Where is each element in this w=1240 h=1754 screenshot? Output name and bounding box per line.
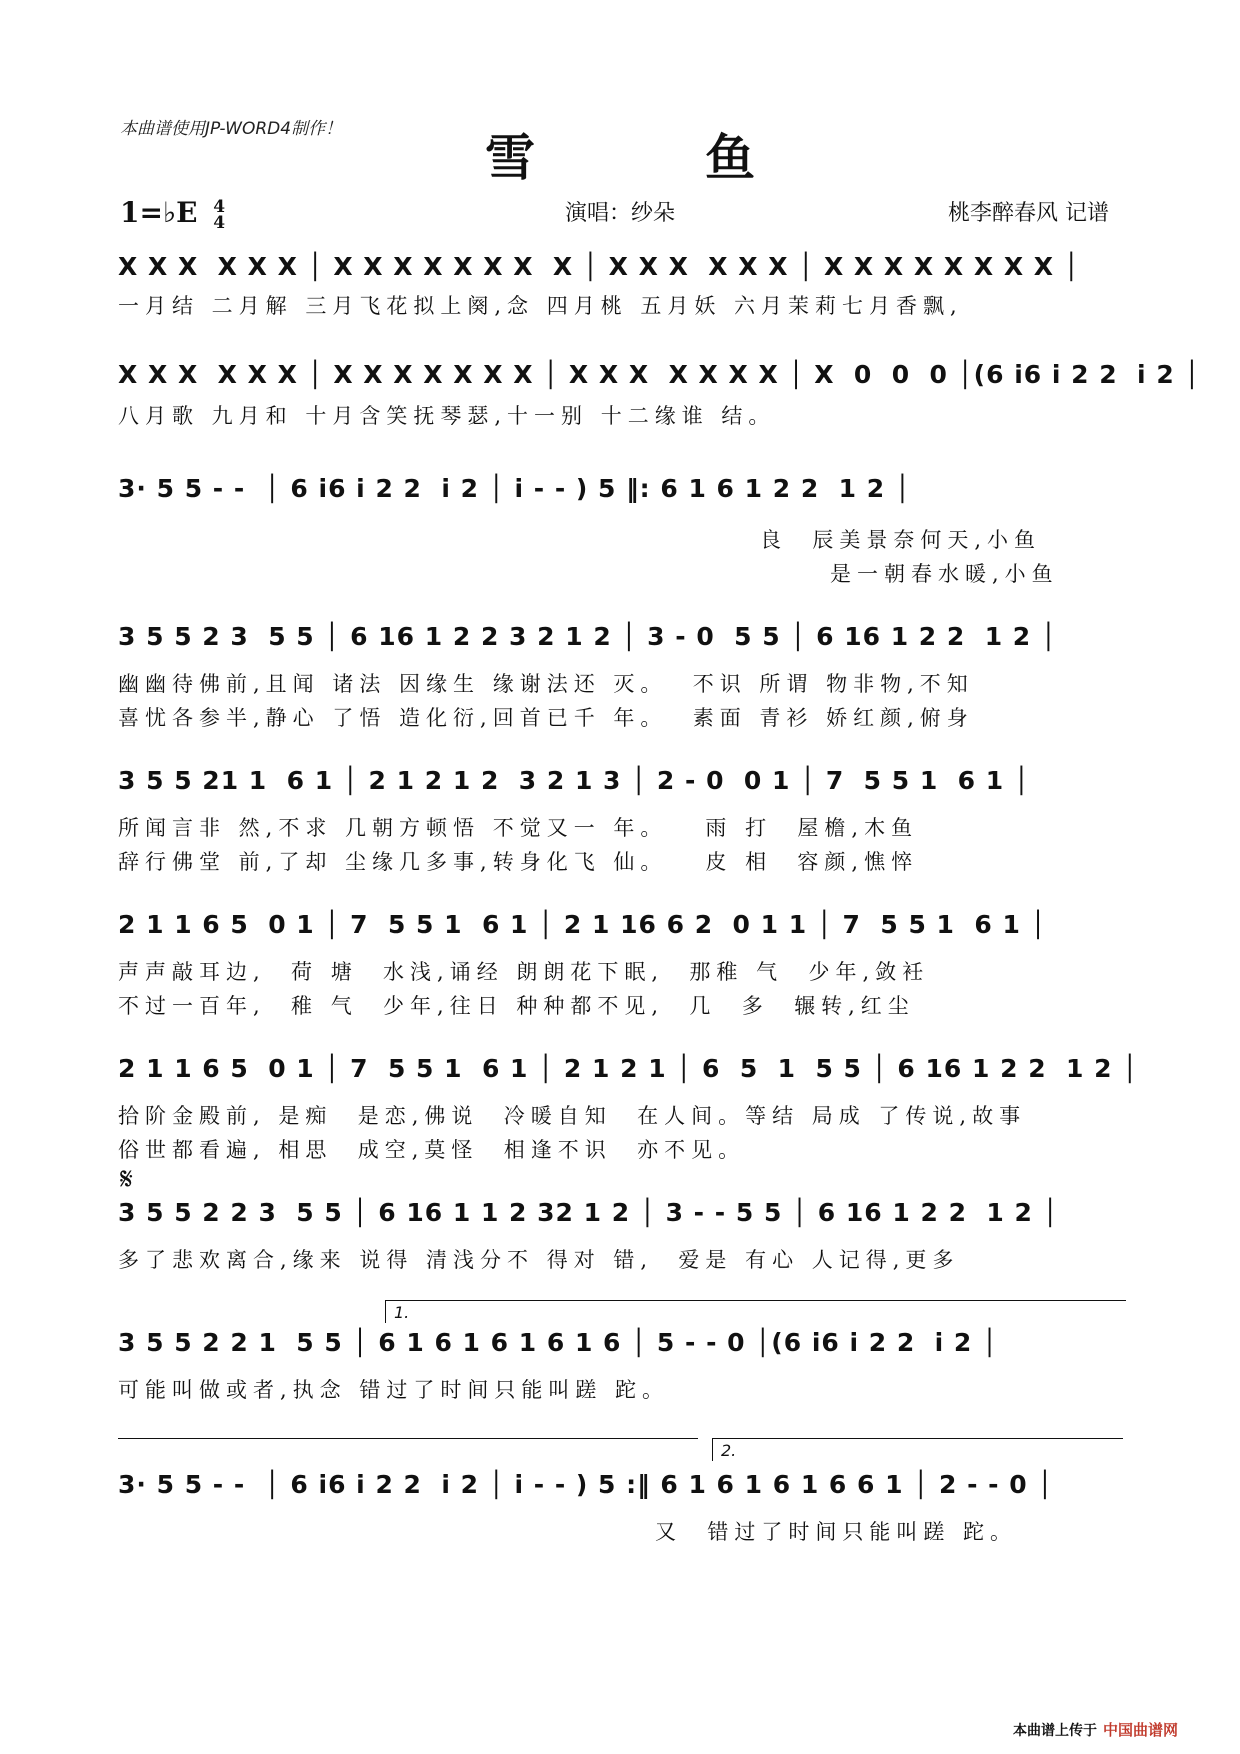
song-title: 雪 鱼 xyxy=(485,128,815,187)
footer-source xyxy=(1013,1719,1178,1740)
time-bottom: 4 xyxy=(213,212,226,233)
lyric-line-6b: 不过一百年, 稚 气 少年,往日 种种都不见, 几 多 辗转,红尘 xyxy=(118,994,915,1018)
lyric-line-4b: 喜忧各参半,静心 了悟 造化衍,回首已千 年。 素面 青衫 娇红颜,俯身 xyxy=(118,706,974,730)
lyric-line-6a: 声声敲耳边, 荷 塘 水浅,诵经 朗朗花下眠, 那稚 气 少年,敛衽 xyxy=(118,960,930,984)
footer-text: 本曲谱上传于 xyxy=(1012,1723,1097,1739)
notation-line-3: 3· 5 5 - - │ 6 i6 i 2 2 i 2 │ i - - ) 5 ‖: 6 1 6 1 2 2 1 2 │ xyxy=(118,474,911,503)
volta-2-label: 2. xyxy=(721,1441,737,1460)
site-logo: 中国曲谱网 xyxy=(1102,1721,1178,1739)
lyric-line-2: 八月歌 九月和 十月含笑抚琴瑟,十一别 十二缘谁 结。 xyxy=(118,404,776,428)
notation-line-5: 3 5 5 21 1 6 1 │ 2 1 2 1 2 3 2 1 3 │ 2 - 0 0 1 │ 7 5 5 1 6 1 │ xyxy=(118,766,1030,795)
notation-line-10: 3· 5 5 - - │ 6 i6 i 2 2 i 2 │ i - - ) 5 :‖ 6 1 6 1 6 1 6 6 1 │ 2 - - 0 │ xyxy=(118,1470,1054,1499)
lyric-line-3a: 良 辰美景奈何天,小鱼 xyxy=(760,528,1042,552)
volta-1-label: 1. xyxy=(394,1303,410,1322)
lyric-line-5b: 辞行佛堂 前,了却 尘缘几多事,转身化飞 仙。 皮 相 容颜,憔悴 xyxy=(118,850,919,874)
segno-sign: 𝄋 xyxy=(120,1162,133,1197)
notation-line-7: 2 1 1 6 5 0 1 │ 7 5 5 1 6 1 │ 2 1 2 1 │ 6 5 1 5 5 │ 6 16 1 2 2 1 2 │ xyxy=(118,1054,1139,1083)
notation-line-2: X X X X X X │ X X X X X X X │ X X X X X X X │ X 0 0 0 │(6 i6 i 2 2 i 2 │ xyxy=(118,360,1201,389)
volta-1-bracket xyxy=(385,1300,1126,1323)
notation-line-9: 3 5 5 2 2 1 5 5 │ 6 1 6 1 6 1 6 1 6 │ 5 - - 0 │(6 i6 i 2 2 i 2 │ xyxy=(118,1328,999,1357)
lyric-line-9: 可能叫做或者,执念 错过了时间只能叫蹉 跎。 xyxy=(118,1378,670,1402)
repeat-rule xyxy=(118,1438,698,1439)
lyric-line-8: 多了悲欢离合,缘来 说得 清浅分不 得对 错, 爱是 有心 人记得,更多 xyxy=(118,1248,960,1272)
key-note: ♭E xyxy=(162,196,198,229)
notation-line-6: 2 1 1 6 5 0 1 │ 7 5 5 1 6 1 │ 2 1 16 6 2 0 1 1 │ 7 5 5 1 6 1 │ xyxy=(118,910,1047,939)
notation-line-4: 3 5 5 2 3 5 5 │ 6 16 1 2 2 3 2 1 2 │ 3 - 0 5 5 │ 6 16 1 2 2 1 2 │ xyxy=(118,622,1057,651)
notation-line-8: 3 5 5 2 2 3 5 5 │ 6 16 1 1 2 32 1 2 │ 3 - - 5 5 │ 6 16 1 2 2 1 2 │ xyxy=(118,1198,1059,1227)
time-top: 4 xyxy=(213,196,226,217)
key-label: 1= xyxy=(120,196,163,229)
singer-credit: 演唱：纱朵 xyxy=(565,201,676,226)
key-signature xyxy=(120,196,225,231)
lyric-line-3b: 是一朝春水暖,小鱼 xyxy=(830,562,1059,586)
lyric-line-10: 又 错过了时间只能叫蹉 跎。 xyxy=(655,1520,1018,1544)
lyric-line-4a: 幽幽待佛前,且闻 诸法 因缘生 缘谢法还 灭。 不识 所谓 物非物,不知 xyxy=(118,672,974,696)
transcriber-credit: 桃李醉春风 记谱 xyxy=(948,201,1109,226)
volta-2-bracket xyxy=(712,1438,1123,1461)
notation-line-1: X X X X X X │ X X X X X X X X │ X X X X X X │ X X X X X X X X │ xyxy=(118,252,1080,281)
lyric-line-5a: 所闻言非 然,不求 几朝方顿悟 不觉又一 年。 雨 打 屋檐,木鱼 xyxy=(118,816,919,840)
lyric-line-7b: 俗世都看遍, 相思 成空,莫怪 相逢不识 亦不见。 xyxy=(118,1138,746,1162)
software-credit: 本曲谱使用JP-WORD4制作！ xyxy=(120,119,343,139)
lyric-line-1: 一月结 二月解 三月飞花拟上阕,念 四月桃 五月妖 六月茉莉七月香飘, xyxy=(118,294,963,318)
lyric-line-7a: 拾阶金殿前, 是痴 是恋,佛说 冷暖自知 在人间。等结 局成 了传说,故事 xyxy=(118,1104,1027,1128)
time-signature xyxy=(213,196,226,233)
